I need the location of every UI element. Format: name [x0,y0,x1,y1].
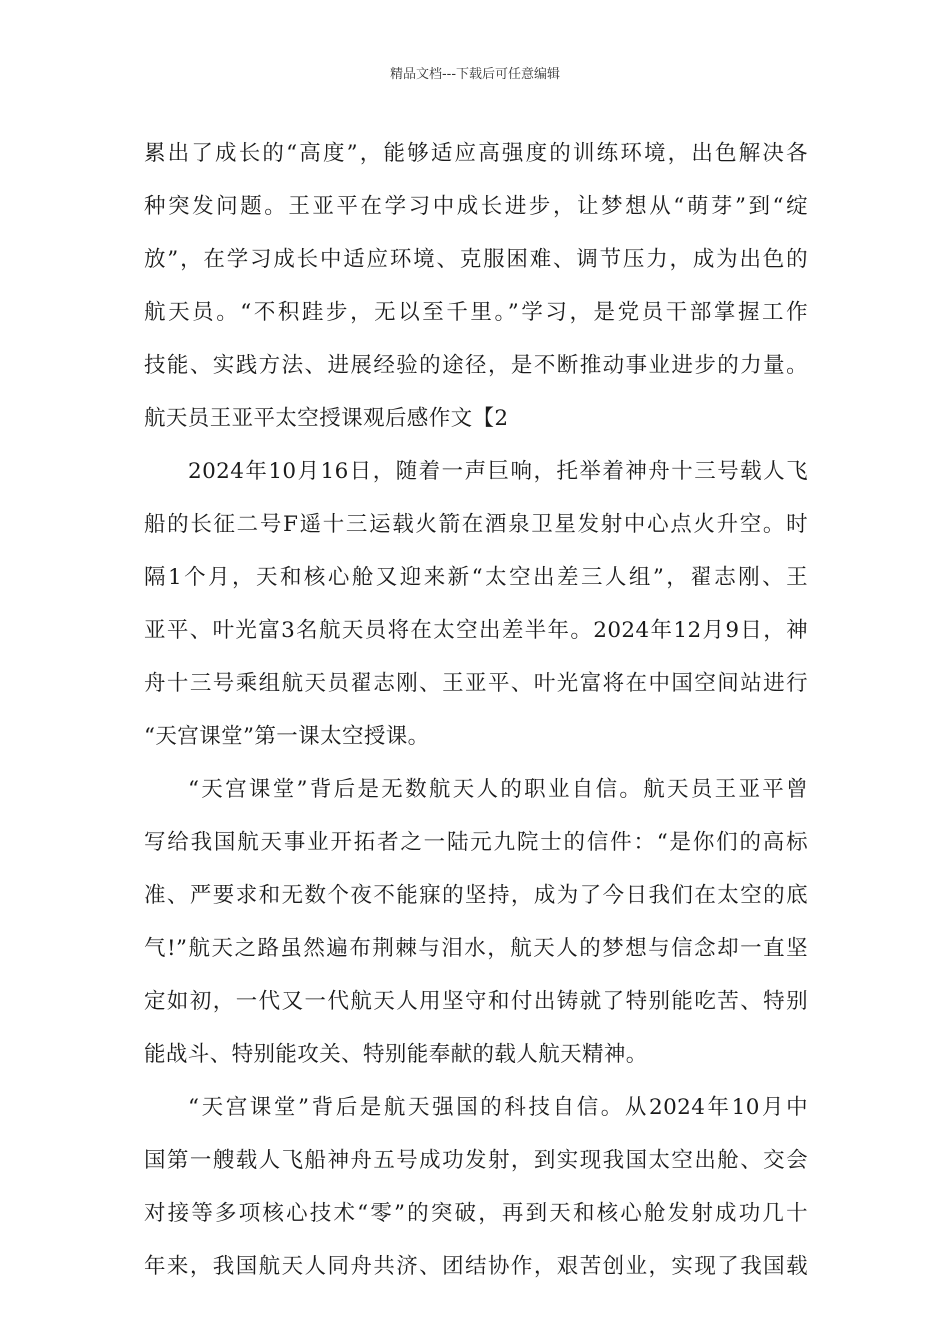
text-line: 亚平、叶光富3名航天员将在太空出差半年。2024年12月9日，神 [144,618,808,643]
text-line: 准、严要求和无数个夜不能寐的坚持，成为了今日我们在太空的底 [144,883,808,908]
text-line: 年来，我国航天人同舟共济、团结协作，艰苦创业，实现了我国载 [144,1254,808,1279]
text-line: 船的长征二号F遥十三运载火箭在酒泉卫星发射中心点火升空。时 [144,512,808,537]
text-line: 能战斗、特别能攻关、特别能奉献的载人航天精神。 [144,1042,648,1067]
text-line: 舟十三号乘组航天员翟志刚、王亚平、叶光富将在中国空间站进行 [144,671,808,696]
text-line: 航天员。“不积跬步，无以至千里。”学习，是党员干部掌握工作 [144,300,808,325]
text-line: 2024年10月16日，随着一声巨响，托举着神舟十三号载人飞 [188,459,808,484]
text-line: “天宫课堂”第一课太空授课。 [144,724,430,749]
text-line: 航天员王亚平太空授课观后感作文【2 [144,406,509,431]
text-line: 累出了成长的“高度”，能够适应高强度的训练环境，出色解决各 [144,141,808,166]
document-body [144,127,808,1293]
page-header: 精品文档---下载后可任意编辑 [389,67,561,82]
text-line: 气!”航天之路虽然遍布荆棘与泪水，航天人的梦想与信念却一直坚 [144,936,808,961]
text-line: 种突发问题。王亚平在学习中成长进步，让梦想从“萌芽”到“绽 [144,194,808,219]
text-line: 隔1个月，天和核心舱又迎来新“太空出差三人组”，翟志刚、王 [144,565,808,590]
text-line: 定如初，一代又一代航天人用坚守和付出铸就了特别能吃苦、特别 [144,989,808,1014]
text-line: “天宫课堂”背后是航天强国的科技自信。从2024年10月中 [188,1095,808,1120]
text-line: 写给我国航天事业开拓者之一陆元九院士的信件：“是你们的高标 [144,830,808,855]
text-line: 国第一艘载人飞船神舟五号成功发射，到实现我国太空出舱、交会 [144,1148,808,1173]
text-line: 放”，在学习成长中适应环境、克服困难、调节压力，成为出色的 [144,247,808,272]
text-line: “天宫课堂”背后是无数航天人的职业自信。航天员王亚平曾 [188,777,808,802]
text-line: 技能、实践方法、进展经验的途径，是不断推动事业进步的力量。 [144,353,808,378]
text-line: 对接等多项核心技术“零”的突破，再到天和核心舱发射成功几十 [144,1201,808,1226]
